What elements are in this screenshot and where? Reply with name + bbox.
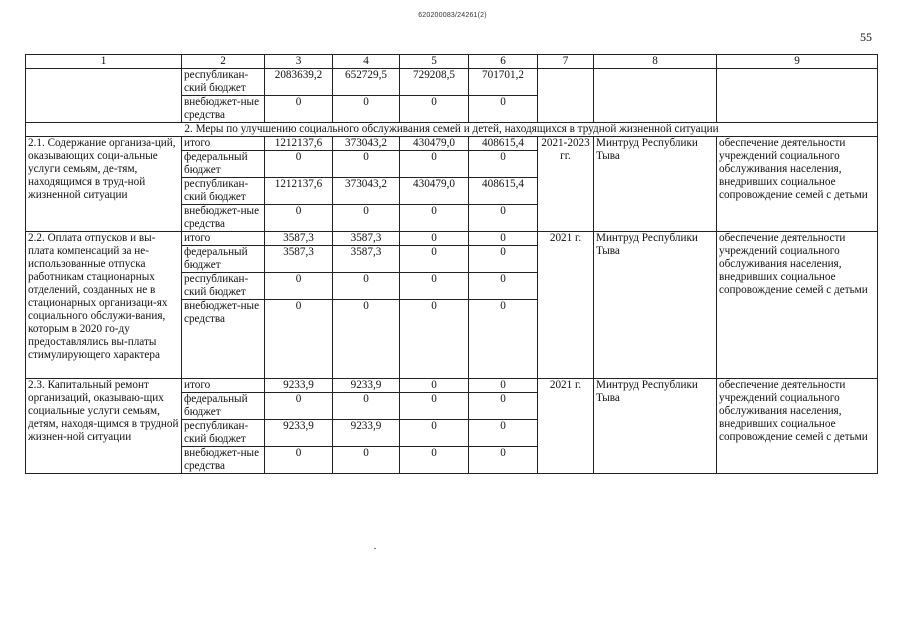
amount-2022: 729208,5 xyxy=(400,69,469,96)
column-header-row xyxy=(26,55,878,69)
amount-2023: 408615,4 xyxy=(469,178,538,205)
executor: Минтруд Республики Тыва xyxy=(594,137,717,232)
funding-source: федеральный бюджет xyxy=(182,151,265,178)
amount-2021: 0 xyxy=(333,273,400,300)
amount-total: 9233,9 xyxy=(265,420,333,447)
executor: Минтруд Республики Тыва xyxy=(594,232,717,379)
funding-source: республикан-ский бюджет xyxy=(182,420,265,447)
amount-total: 0 xyxy=(265,300,333,379)
amount-2023: 0 xyxy=(469,232,538,246)
funding-source: внебюджет-ные средства xyxy=(182,205,265,232)
amount-2021: 3587,3 xyxy=(333,246,400,273)
funding-source: внебюджет-ные средства xyxy=(182,96,265,123)
executor: Минтруд Республики Тыва xyxy=(594,379,717,474)
funding-source: федеральный бюджет xyxy=(182,246,265,273)
amount-2023: 0 xyxy=(469,96,538,123)
column-header: 5 xyxy=(400,55,469,69)
amount-2022: 0 xyxy=(400,246,469,273)
amount-2023: 408615,4 xyxy=(469,137,538,151)
amount-2023: 0 xyxy=(469,246,538,273)
table-row xyxy=(26,379,878,393)
funding-source: итого xyxy=(182,137,265,151)
amount-2023: 0 xyxy=(469,447,538,474)
measure-name: 2.3. Капитальный ремонт организаций, оказываю-щих социальные услуги семьям, детям, находя-щимся в трудной жизнен-ной ситуации xyxy=(26,379,182,474)
section-row xyxy=(26,123,878,137)
measure-name: 2.1. Содержание организа-ций, оказывающих соци-альные услуги семьям, де-тям, находящимся в труд-ной жизненной ситуации xyxy=(26,137,182,232)
funding-source: республикан-ский бюджет xyxy=(182,178,265,205)
page-number: 55 xyxy=(860,30,872,44)
amount-total: 1212137,6 xyxy=(265,137,333,151)
amount-total: 0 xyxy=(265,447,333,474)
amount-total: 3587,3 xyxy=(265,246,333,273)
amount-2021: 373043,2 xyxy=(333,178,400,205)
funding-source: внебюджет-ные средства xyxy=(182,300,265,379)
amount-total: 9233,9 xyxy=(265,379,333,393)
funding-source: федеральный бюджет xyxy=(182,393,265,420)
amount-2022: 0 xyxy=(400,273,469,300)
document-id: 620200083/24261(2) xyxy=(418,12,487,19)
amount-total: 0 xyxy=(265,273,333,300)
amount-2021: 0 xyxy=(333,205,400,232)
column-header: 2 xyxy=(182,55,265,69)
amount-2021: 9233,9 xyxy=(333,420,400,447)
table-row xyxy=(26,69,878,96)
amount-total: 0 xyxy=(265,96,333,123)
column-header: 9 xyxy=(717,55,878,69)
scan-speck xyxy=(374,548,376,549)
amount-2021: 0 xyxy=(333,300,400,379)
column-header: 4 xyxy=(333,55,400,69)
executor-cell xyxy=(594,69,717,123)
amount-2021: 0 xyxy=(333,393,400,420)
expected-result: обеспечение деятельности учреждений социального обслуживания населения, внедривших социальное сопровождение семей с детьми xyxy=(717,137,878,232)
amount-total: 0 xyxy=(265,151,333,178)
result-cell xyxy=(717,69,878,123)
amount-2023: 0 xyxy=(469,205,538,232)
amount-2022: 0 xyxy=(400,96,469,123)
expected-result: обеспечение деятельности учреждений социального обслуживания населения, внедривших социальное сопровождение семей с детьми xyxy=(717,232,878,379)
amount-2023: 0 xyxy=(469,393,538,420)
amount-2022: 430479,0 xyxy=(400,137,469,151)
amount-2022: 0 xyxy=(400,300,469,379)
amount-total: 2083639,2 xyxy=(265,69,333,96)
amount-2021: 0 xyxy=(333,151,400,178)
period-cell xyxy=(538,69,594,123)
amount-total: 0 xyxy=(265,205,333,232)
funding-source: итого xyxy=(182,379,265,393)
period: 2021-2023 гг. xyxy=(538,137,594,232)
amount-2022: 0 xyxy=(400,420,469,447)
amount-2022: 0 xyxy=(400,447,469,474)
expected-result: обеспечение деятельности учреждений социального обслуживания населения, внедривших социальное сопровождение семей с детьми xyxy=(717,379,878,474)
amount-2023: 0 xyxy=(469,151,538,178)
funding-source: внебюджет-ные средства xyxy=(182,447,265,474)
amount-2023: 0 xyxy=(469,379,538,393)
amount-total: 1212137,6 xyxy=(265,178,333,205)
table-row xyxy=(26,137,878,151)
amount-2021: 652729,5 xyxy=(333,69,400,96)
amount-total: 3587,3 xyxy=(265,232,333,246)
amount-2021: 3587,3 xyxy=(333,232,400,246)
section-title: 2. Меры по улучшению социального обслуживания семей и детей, находящихся в трудной жизненной ситуации xyxy=(26,123,878,137)
amount-2022: 0 xyxy=(400,151,469,178)
table-row xyxy=(26,232,878,246)
amount-2022: 430479,0 xyxy=(400,178,469,205)
amount-total: 0 xyxy=(265,393,333,420)
amount-2022: 0 xyxy=(400,379,469,393)
amount-2022: 0 xyxy=(400,393,469,420)
amount-2023: 701701,2 xyxy=(469,69,538,96)
amount-2021: 373043,2 xyxy=(333,137,400,151)
funding-source: республикан-ский бюджет xyxy=(182,69,265,96)
column-header: 7 xyxy=(538,55,594,69)
column-header: 8 xyxy=(594,55,717,69)
period: 2021 г. xyxy=(538,232,594,379)
period: 2021 г. xyxy=(538,379,594,474)
funding-source: республикан-ский бюджет xyxy=(182,273,265,300)
column-header: 3 xyxy=(265,55,333,69)
measures-table xyxy=(25,54,878,474)
column-header: 1 xyxy=(26,55,182,69)
amount-2022: 0 xyxy=(400,232,469,246)
column-header: 6 xyxy=(469,55,538,69)
amount-2022: 0 xyxy=(400,205,469,232)
measure-name-cell xyxy=(26,69,182,123)
amount-2021: 0 xyxy=(333,447,400,474)
measure-name: 2.2. Оплата отпусков и вы-плата компенсаций за не-использованные отпуска работникам стационарных отделений, созданных не в стационарных организаци-ях социального обслужи-вания, которым в 2020 го-ду предоставлялись вы-платы стимулирующего характера xyxy=(26,232,182,379)
amount-2023: 0 xyxy=(469,420,538,447)
amount-2021: 9233,9 xyxy=(333,379,400,393)
amount-2023: 0 xyxy=(469,273,538,300)
amount-2023: 0 xyxy=(469,300,538,379)
funding-source: итого xyxy=(182,232,265,246)
amount-2021: 0 xyxy=(333,96,400,123)
